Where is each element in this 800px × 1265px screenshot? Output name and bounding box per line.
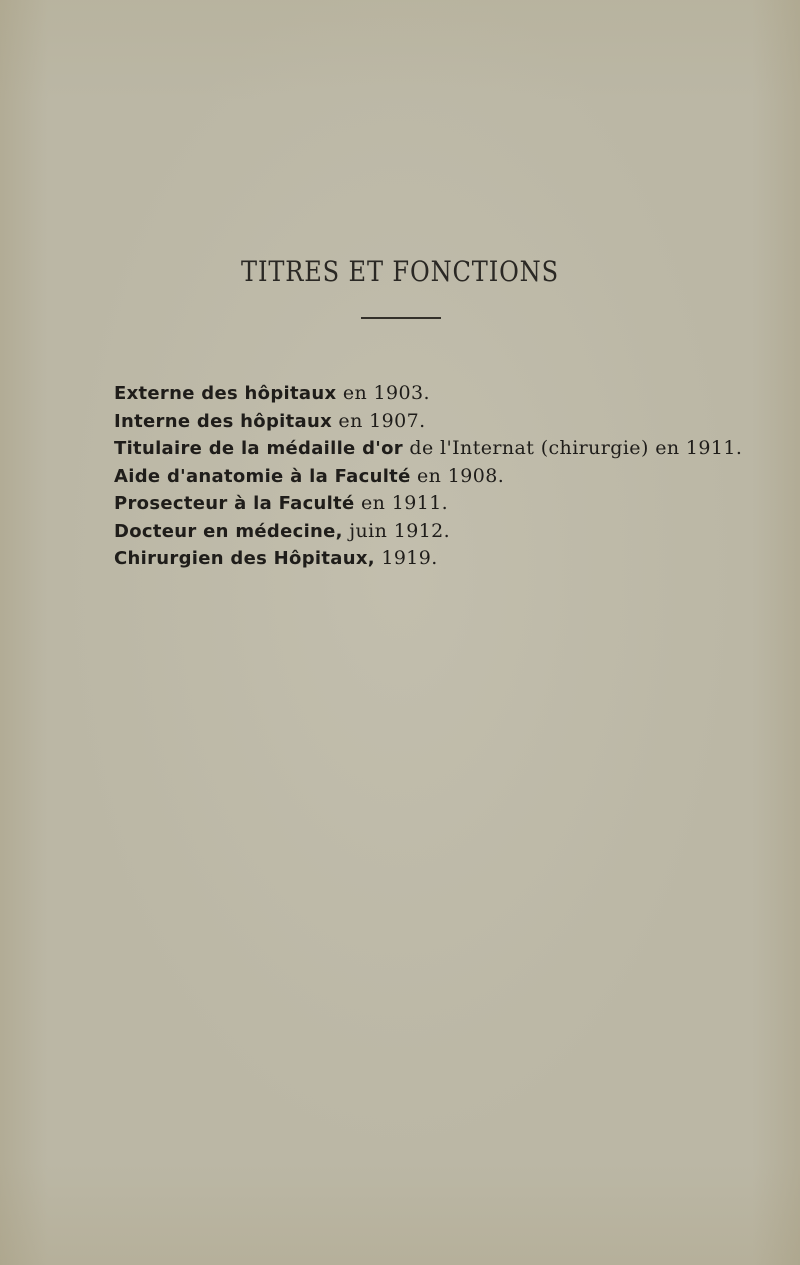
item-detail: en 1903. <box>336 382 430 404</box>
item-title: Aide d'anatomie à la Faculté <box>114 465 411 487</box>
list-item <box>114 518 764 546</box>
list-item <box>114 435 764 463</box>
list-item <box>114 490 764 518</box>
list-item <box>114 545 764 573</box>
titles-list <box>114 380 764 573</box>
item-detail: en 1911. <box>354 492 449 514</box>
list-item <box>114 408 764 436</box>
item-detail: 1919. <box>374 547 438 569</box>
item-title: Interne des hôpitaux <box>114 410 332 432</box>
item-detail: en 1908. <box>410 464 505 487</box>
item-title: Docteur en médecine, <box>114 520 343 542</box>
item-title: Chirurgien des Hôpitaux, <box>114 548 375 569</box>
item-title: Prosecteur à la Faculté <box>114 493 355 514</box>
title-divider <box>361 317 441 319</box>
item-detail: en 1907. <box>331 409 426 432</box>
item-title: Titulaire de la médaille d'or <box>114 438 403 459</box>
list-item <box>114 380 764 408</box>
page-title: TITRES ET FONCTIONS <box>241 255 559 288</box>
item-title: Externe des hôpitaux <box>114 383 337 404</box>
item-detail: juin 1912. <box>342 519 451 542</box>
list-item <box>114 463 764 491</box>
item-detail: de l'Internat (chirurgie) en 1911. <box>402 437 743 459</box>
